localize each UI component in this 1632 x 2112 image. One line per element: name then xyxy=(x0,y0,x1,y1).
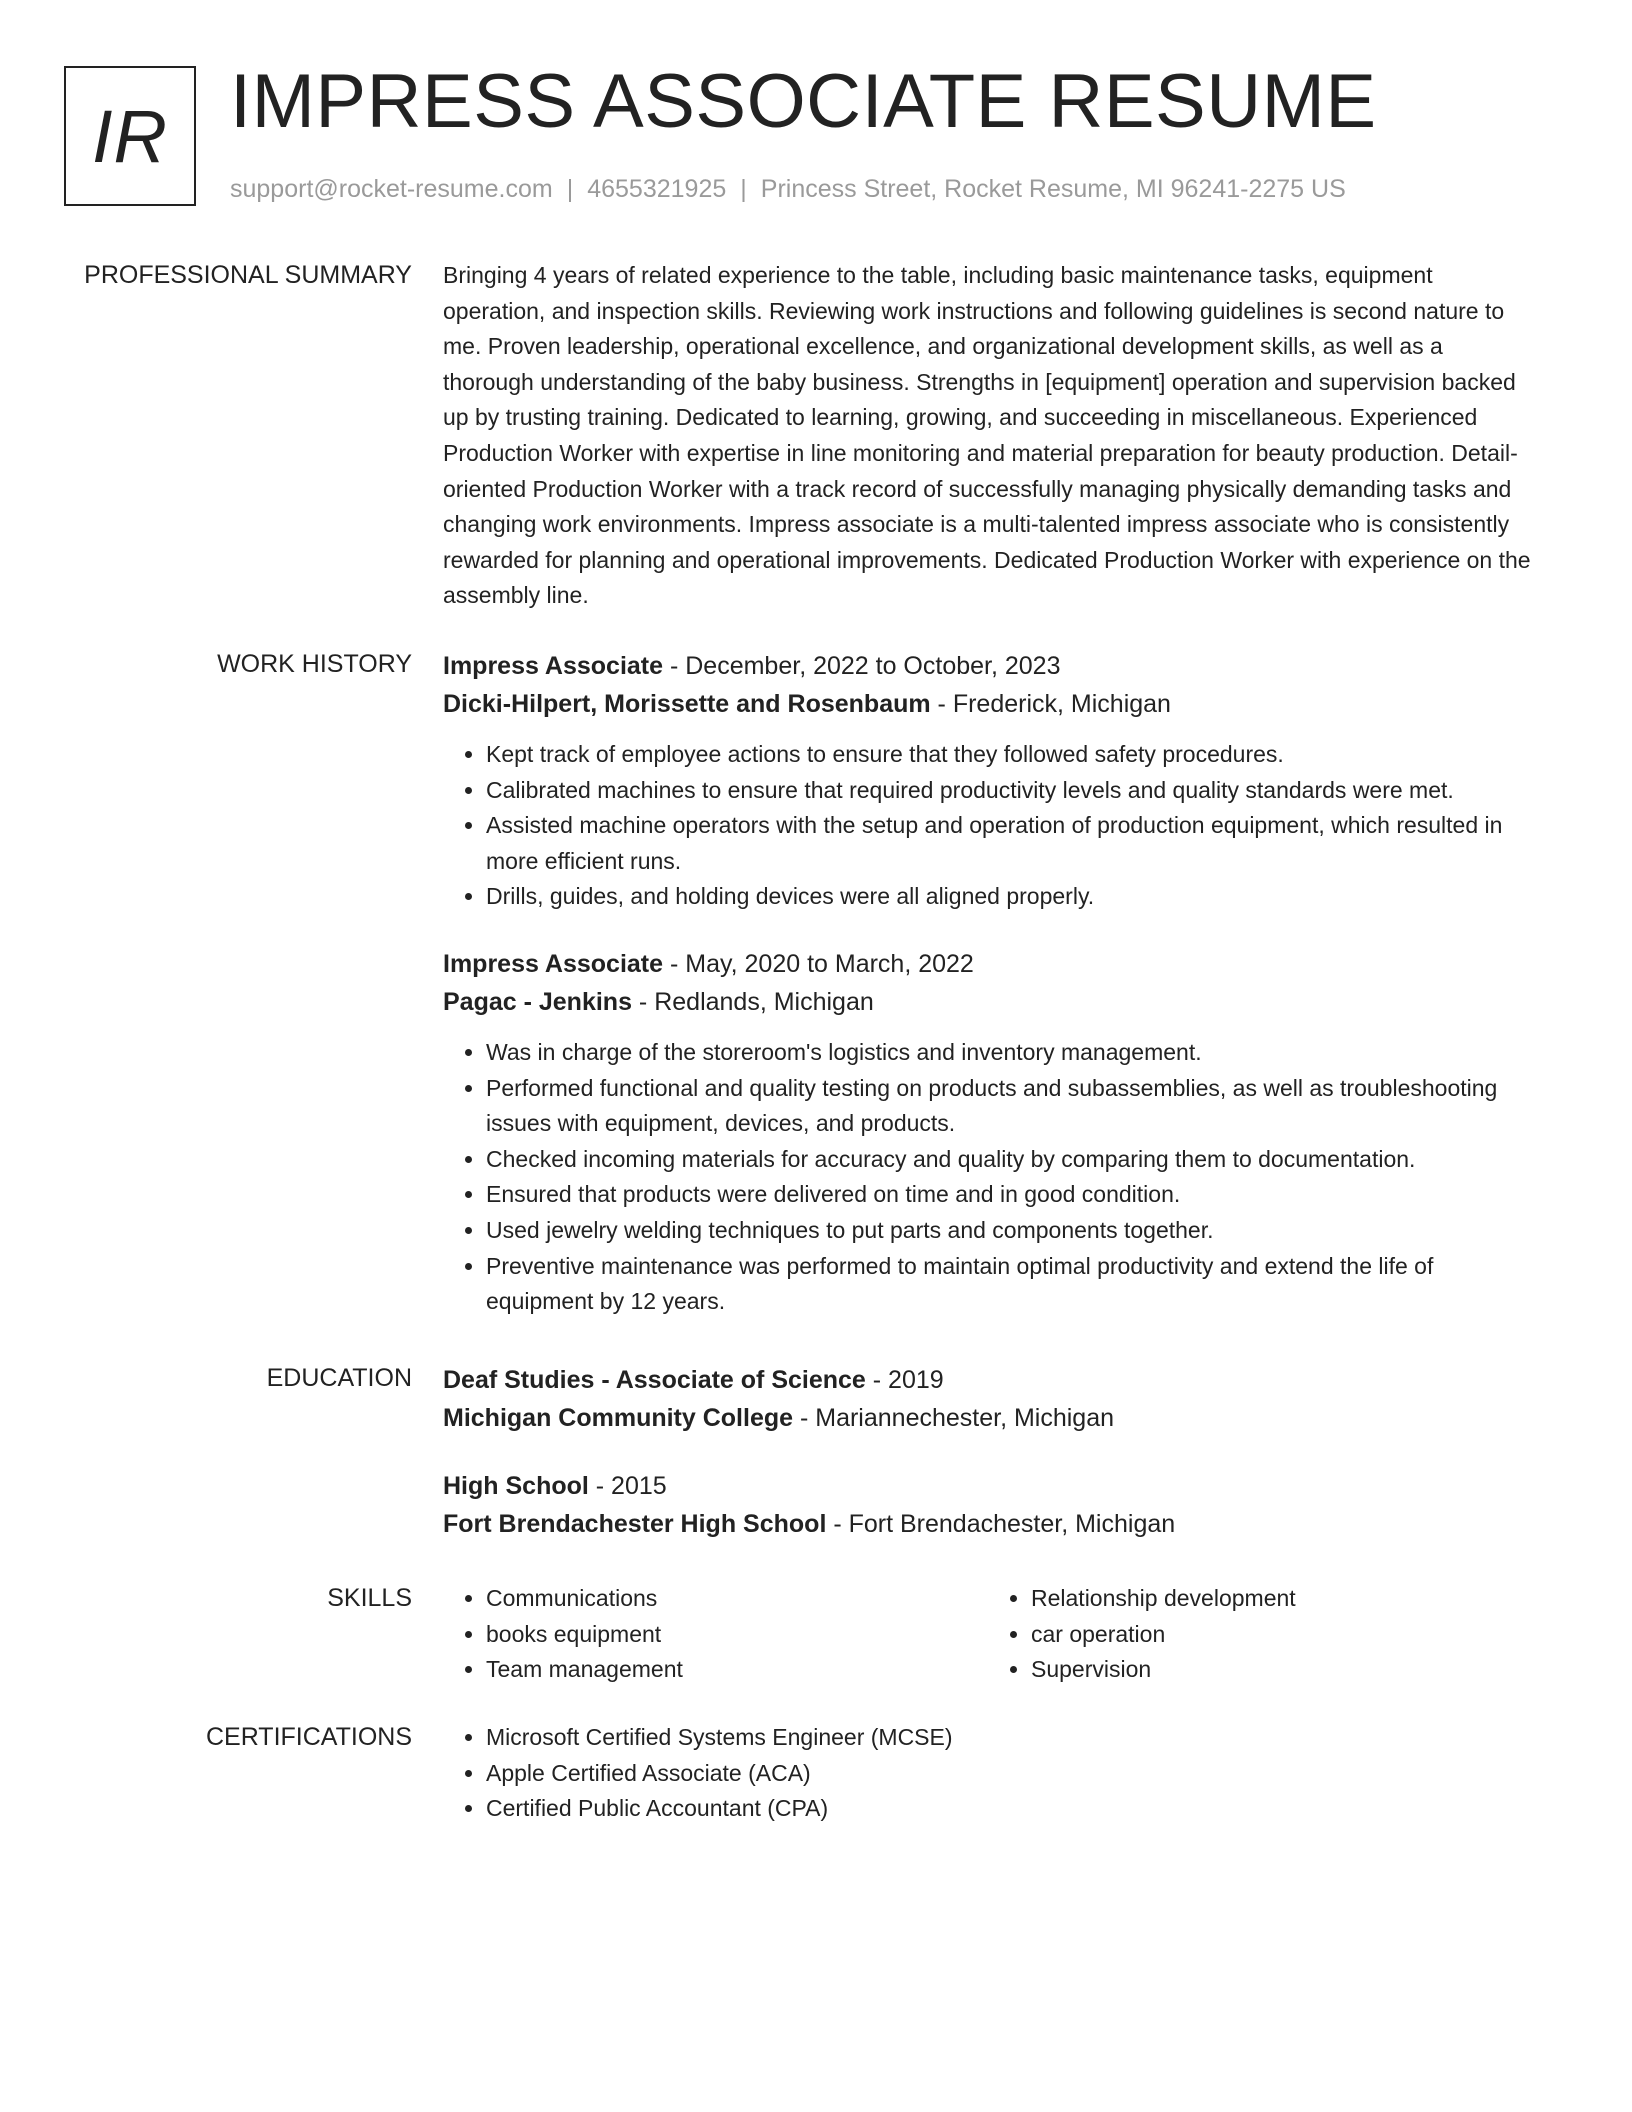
education-school-line xyxy=(443,1505,1533,1543)
education-degree: Deaf Studies - Associate of Science xyxy=(443,1366,866,1394)
education-body xyxy=(443,1361,1533,1543)
contact-phone: 4655321925 xyxy=(587,175,727,203)
job-company: Dicki-Hilpert, Morissette and Rosenbaum xyxy=(443,690,931,718)
skill-item: • Supervision xyxy=(1031,1652,1533,1688)
job-location: - Frederick, Michigan xyxy=(930,690,1171,718)
education-school-line xyxy=(443,1399,1533,1437)
contact-separator: | xyxy=(566,175,574,203)
section-label-work-history: WORK HISTORY xyxy=(217,650,412,678)
job-bullet: • Used jewelry welding techniques to put parts and components together. xyxy=(486,1213,1533,1249)
skills-grid xyxy=(443,1581,1533,1688)
contact-line xyxy=(230,172,1346,206)
skills-list xyxy=(988,1581,1533,1688)
education-location: - Mariannechester, Michigan xyxy=(793,1404,1115,1432)
job-bullet: • Drills, guides, and holding devices were all aligned properly. xyxy=(486,879,1533,915)
skill-item: • Team management xyxy=(486,1652,988,1688)
education-year: - 2015 xyxy=(588,1472,667,1500)
summary-text: Bringing 4 years of related experience to the table, including basic maintenance tasks, equipment operation, and inspection skills. Reviewing work instructions and following guidelines is second nature to me. Proven leadership, operational excellence, and organizational development skills, as well as a thorough understanding of the baby business. Strengths in [equipment] operation and supervision backed up by trusting training. Dedicated to learning, growing, and succeeding in miscellaneous. Experienced Production Worker with expertise in line monitoring and material preparation for beauty production. Detail-oriented Production Worker with a track record of successfully managing physically demanding tasks and changing work environments. Impress associate is a multi-talented impress associate who is consistently rewarded for planning and operational improvements. Dedicated Production Worker with experience on the assembly line. xyxy=(443,262,1531,609)
job-company-line xyxy=(443,983,1533,1021)
section-label-certifications: CERTIFICATIONS xyxy=(205,1723,412,1751)
work-history-body xyxy=(443,647,1533,1320)
summary-body xyxy=(443,258,1533,614)
job-entry xyxy=(443,647,1533,915)
education-school: Michigan Community College xyxy=(443,1404,794,1432)
certifications-body xyxy=(443,1720,1533,1827)
job-bullet: • Kept track of employee actions to ensure that they followed safety procedures. xyxy=(486,737,1533,773)
job-bullet: • Checked incoming materials for accuracy and quality by comparing them to documentation. xyxy=(486,1142,1533,1178)
skill-item: • books equipment xyxy=(486,1617,988,1653)
skills-column-right xyxy=(988,1581,1533,1688)
certification-item: • Microsoft Certified Systems Engineer (MCSE) xyxy=(486,1720,1533,1756)
job-location: - Redlands, Michigan xyxy=(631,987,874,1016)
skill-item: • Relationship development xyxy=(1031,1581,1533,1617)
education-location: - Fort Brendachester, Michigan xyxy=(826,1510,1176,1538)
job-dates: - May, 2020 to March, 2022 xyxy=(663,949,974,978)
certifications-list xyxy=(443,1720,1533,1827)
job-company-line xyxy=(443,685,1533,723)
job-bullet: • Ensured that products were delivered on time and in good condition. xyxy=(486,1177,1533,1213)
contact-address: Princess Street, Rocket Resume, MI 96241-2275 US xyxy=(760,175,1346,203)
skills-body xyxy=(443,1581,1533,1688)
section-label-summary: PROFESSIONAL SUMMARY xyxy=(84,261,412,289)
education-entry xyxy=(443,1467,1533,1543)
section-label-skills: SKILLS xyxy=(327,1584,412,1612)
job-bullet: • Assisted machine operators with the setup and operation of production equipment, which resulted in more efficient runs. xyxy=(486,808,1533,879)
contact-separator: | xyxy=(740,175,747,203)
certification-item: • Certified Public Accountant (CPA) xyxy=(486,1791,1533,1827)
job-company: Pagac - Jenkins xyxy=(443,987,632,1016)
contact-email: support@rocket-resume.com xyxy=(230,175,553,203)
section-label-education: EDUCATION xyxy=(266,1364,412,1392)
education-degree-line xyxy=(443,1361,1533,1399)
job-bullet: • Performed functional and quality testing on products and subassemblies, as well as troubleshooting issues with equipment, devices, and products. xyxy=(486,1071,1533,1142)
education-year: - 2019 xyxy=(865,1366,944,1394)
job-dates: - December, 2022 to October, 2023 xyxy=(663,652,1061,680)
job-title-line xyxy=(443,647,1533,685)
skills-column-left xyxy=(443,1581,988,1688)
skills-list xyxy=(443,1581,988,1688)
education-degree: High School xyxy=(443,1472,589,1500)
skill-item: • Communications xyxy=(486,1581,988,1617)
monogram-logo: IR xyxy=(64,66,196,206)
resume-title: IMPRESS ASSOCIATE RESUME xyxy=(230,59,1377,144)
job-title: Impress Associate xyxy=(443,652,664,680)
job-bullet: • Calibrated machines to ensure that required productivity levels and quality standards were met. xyxy=(486,773,1533,809)
job-bullet: • Preventive maintenance was performed to maintain optimal productivity and extend the life of equipment by 12 years. xyxy=(486,1249,1533,1320)
job-bullet: • Was in charge of the storeroom's logistics and inventory management. xyxy=(486,1035,1533,1071)
certification-item: • Apple Certified Associate (ACA) xyxy=(486,1756,1533,1792)
job-title-line xyxy=(443,945,1533,983)
education-entry xyxy=(443,1361,1533,1437)
job-title: Impress Associate xyxy=(443,949,664,978)
job-entry xyxy=(443,945,1533,1320)
education-degree-line xyxy=(443,1467,1533,1505)
skill-item: • car operation xyxy=(1031,1617,1533,1653)
job-bullets xyxy=(443,737,1533,915)
education-school: Fort Brendachester High School xyxy=(443,1510,827,1538)
job-bullets xyxy=(443,1035,1533,1320)
